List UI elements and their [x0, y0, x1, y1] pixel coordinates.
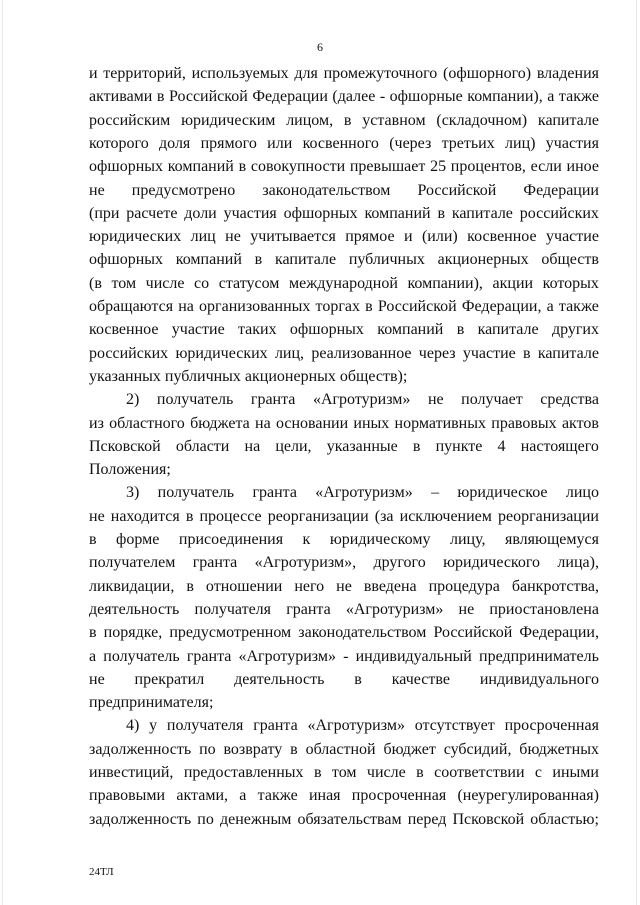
text-line: получателем гранта «Агротуризм», другого юридического лица), [89, 554, 599, 571]
text-line: 4) у получателя гранта «Агротуризм» отсутствует просроченная [126, 717, 599, 734]
text-line: в порядке, предусмотренном законодательством Российской Федерации, [89, 624, 599, 641]
text-line: Положения; [89, 461, 171, 478]
text-line: 3) получатель гранта «Агротуризм» – юридическое лицо [126, 484, 599, 501]
text-line: задолженность по возврату в областной бюджет субсидий, бюджетных [89, 741, 599, 758]
text-line: предпринимателя; [89, 694, 214, 711]
text-line: указанных публичных акционерных обществ); [89, 368, 408, 385]
page-edge-left [2, 0, 3, 905]
text-line: Псковской области на цели, указанные в пункте 4 настоящего [89, 438, 599, 455]
text-line: ликвидации, в отношении него не введена процедура банкротства, [89, 578, 599, 595]
text-line: деятельность получателя гранта «Агротуризм» не приостановлена [89, 601, 599, 618]
text-line: офшорных компаний в капитале публичных акционерных обществ [89, 251, 599, 268]
text-line: а получатель гранта «Агротуризм» - индивидуальный предприниматель [89, 648, 599, 665]
text-line: не предусмотрено законодательством Российской Федерации [89, 182, 599, 199]
text-line: обращаются на организованных торгах в Российской Федерации, а также [89, 298, 599, 315]
text-line: которого доля прямого или косвенного (через третьих лиц) участия [89, 135, 599, 152]
page-edge-right [636, 0, 637, 905]
text-line: косвенное участие таких офшорных компаний в капитале других [89, 321, 599, 338]
text-line: российским юридическим лицом, в уставном (складочном) капитале [89, 112, 599, 129]
page-number: 6 [317, 40, 323, 54]
text-line: и территорий, используемых для промежуточного (офшорного) владения [89, 65, 599, 82]
text-line: задолженность по денежным обязательствам перед Псковской областью; [89, 811, 599, 828]
text-line: не находится в процессе реорганизации (за исключением реорганизации [89, 508, 599, 525]
text-line: (в том числе со статусом международной компании), акции которых [89, 275, 599, 292]
text-line: офшорных компаний в совокупности превышает 25 процентов, если иное [89, 158, 599, 175]
text-line: юридических лиц не учитывается прямое и (или) косвенное участие [89, 228, 599, 245]
text-line: инвестиций, предоставленных в том числе в соответствии с иными [89, 764, 599, 781]
text-line: правовыми актами, а также иная просроченная (неурегулированная) [89, 787, 599, 804]
text-line: 2) получатель гранта «Агротуризм» не получает средства [126, 391, 599, 408]
text-line: активами в Российской Федерации (далее - офшорные компании), а также [89, 88, 599, 105]
text-line: в форме присоединения к юридическому лицу, являющемуся [89, 531, 599, 548]
text-line: не прекратил деятельность в качестве индивидуального [89, 671, 599, 688]
document-footer-code: 24ТЛ [89, 866, 114, 878]
text-line: российских юридических лиц, реализованное через участие в капитале [89, 345, 599, 362]
text-line: из областного бюджета на основании иных нормативных правовых актов [89, 415, 599, 432]
text-line: (при расчете доли участия офшорных компаний в капитале российских [89, 205, 599, 222]
